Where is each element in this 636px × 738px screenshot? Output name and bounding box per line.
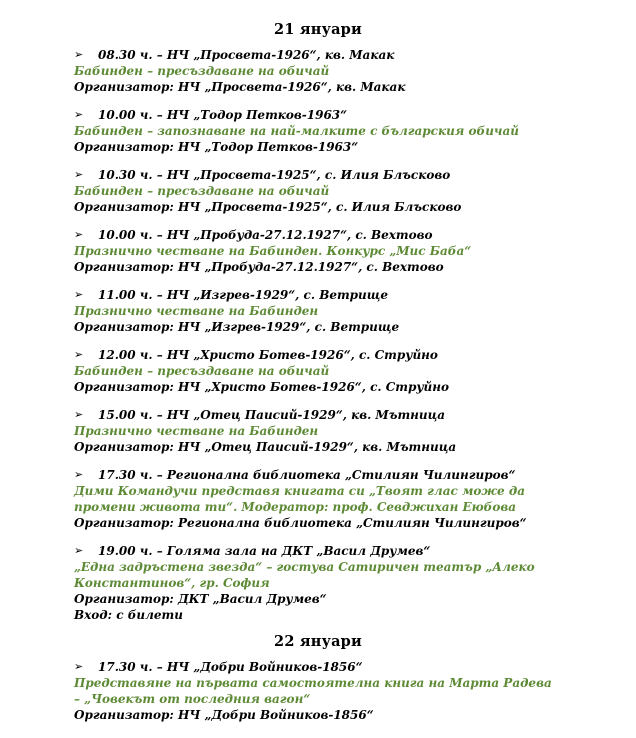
event-title: Дими Командучи представя книгата си „Твоят глас може да промени живота ти“. Модератор: проф. Севджихан Еюбова — [74, 484, 525, 514]
event-item — [74, 543, 544, 623]
event-time-place: ➢ 15.00 ч. – НЧ „Отец Паисий-1929“, кв. Мътница — [74, 408, 446, 422]
event-organizer: Организатор: ДКТ „Васил Друмев“ — [74, 592, 327, 606]
event-time-place: ➢ 10.00 ч. – НЧ „Тодор Петков-1963“ — [74, 108, 348, 122]
bullet-arrow-icon: ➢ — [74, 108, 84, 121]
bullet-arrow-icon: ➢ — [74, 408, 84, 421]
event-title: „Една задръстена звезда“ – гостува Сатиричен театър „Алеко Константинов“, гр. София — [74, 560, 535, 590]
event-item — [74, 407, 626, 455]
day-heading-jan-22: 22 януари — [274, 633, 362, 650]
event-organizer: Организатор: НЧ „Изгрев-1929“, с. Ветрище — [74, 320, 400, 334]
event-time-place: ➢ 11.00 ч. – НЧ „Изгрев-1929“, с. Ветрище — [74, 288, 389, 302]
event-organizer: Организатор: НЧ „Просвета-1926“, кв. Макак — [74, 80, 406, 94]
event-organizer: Организатор: Регионална библиотека „Стилиян Чилингиров“ — [74, 516, 527, 530]
event-organizer: Организатор: НЧ „Добри Войников-1856“ — [74, 708, 374, 722]
day-heading-jan-21: 21 януари — [274, 21, 362, 38]
event-title: Бабинден – пресъздаване на обичай — [74, 64, 330, 78]
event-title: Бабинден – пресъздаване на обичай — [74, 364, 330, 378]
event-item — [74, 467, 529, 531]
bullet-arrow-icon: ➢ — [74, 288, 84, 301]
event-time-place: ➢ 17.30 ч. – НЧ „Добри Войников-1856“ — [74, 660, 363, 674]
event-time-place: ➢ 19.00 ч. – Голяма зала на ДКТ „Васил Друмев“ — [74, 544, 431, 558]
event-time-place: ➢ 08.30 ч. – НЧ „Просвета-1926“, кв. Макак — [74, 48, 395, 62]
event-entry-info: Вход: с билети — [74, 608, 183, 622]
event-organizer: Организатор: НЧ „Пробуда-27.12.1927“, с. Вехтово — [74, 260, 444, 274]
event-item — [74, 287, 626, 335]
event-title: Празнично честване на Бабинден — [74, 424, 319, 438]
bullet-arrow-icon: ➢ — [74, 468, 84, 481]
event-organizer: Организатор: НЧ „Отец Паисий-1929“, кв. Мътница — [74, 440, 457, 454]
event-title: Празнично честване на Бабинден — [74, 304, 319, 318]
event-time-place: ➢ 10.30 ч. – НЧ „Просвета-1925“, с. Илия Блъсково — [74, 168, 451, 182]
event-organizer: Организатор: НЧ „Христо Ботев-1926“, с. Струйно — [74, 380, 450, 394]
event-organizer: Организатор: НЧ „Тодор Петков-1963“ — [74, 140, 359, 154]
event-title: Представяне на първата самостоятелна книга на Марта Радева – „Човекът от последния вагон“ — [74, 676, 552, 706]
bullet-arrow-icon: ➢ — [74, 348, 84, 361]
event-time-place: ➢ 10.00 ч. – НЧ „Пробуда-27.12.1927“, с. Вехтово — [74, 228, 433, 242]
event-item — [74, 659, 559, 723]
event-title: Бабинден – запознаване на най-малките с българския обичай — [74, 124, 519, 138]
event-organizer: Организатор: НЧ „Просвета-1925“, с. Илия Блъсково — [74, 200, 462, 214]
event-time-place: ➢ 17.30 ч. – Регионална библиотека „Стилиян Чилингиров“ — [74, 468, 516, 482]
event-item — [74, 347, 626, 395]
bullet-arrow-icon: ➢ — [74, 228, 84, 241]
event-time-place: ➢ 12.00 ч. – НЧ „Христо Ботев-1926“, с. Струйно — [74, 348, 438, 362]
event-item — [74, 167, 626, 215]
bullet-arrow-icon: ➢ — [74, 168, 84, 181]
event-title: Бабинден – пресъздаване на обичай — [74, 184, 330, 198]
event-item — [74, 107, 626, 155]
event-item — [74, 47, 626, 95]
bullet-arrow-icon: ➢ — [74, 660, 84, 673]
event-title: Празнично честване на Бабинден. Конкурс „Мис Баба“ — [74, 244, 472, 258]
bullet-arrow-icon: ➢ — [74, 48, 84, 61]
event-item — [74, 227, 626, 275]
bullet-arrow-icon: ➢ — [74, 544, 84, 557]
